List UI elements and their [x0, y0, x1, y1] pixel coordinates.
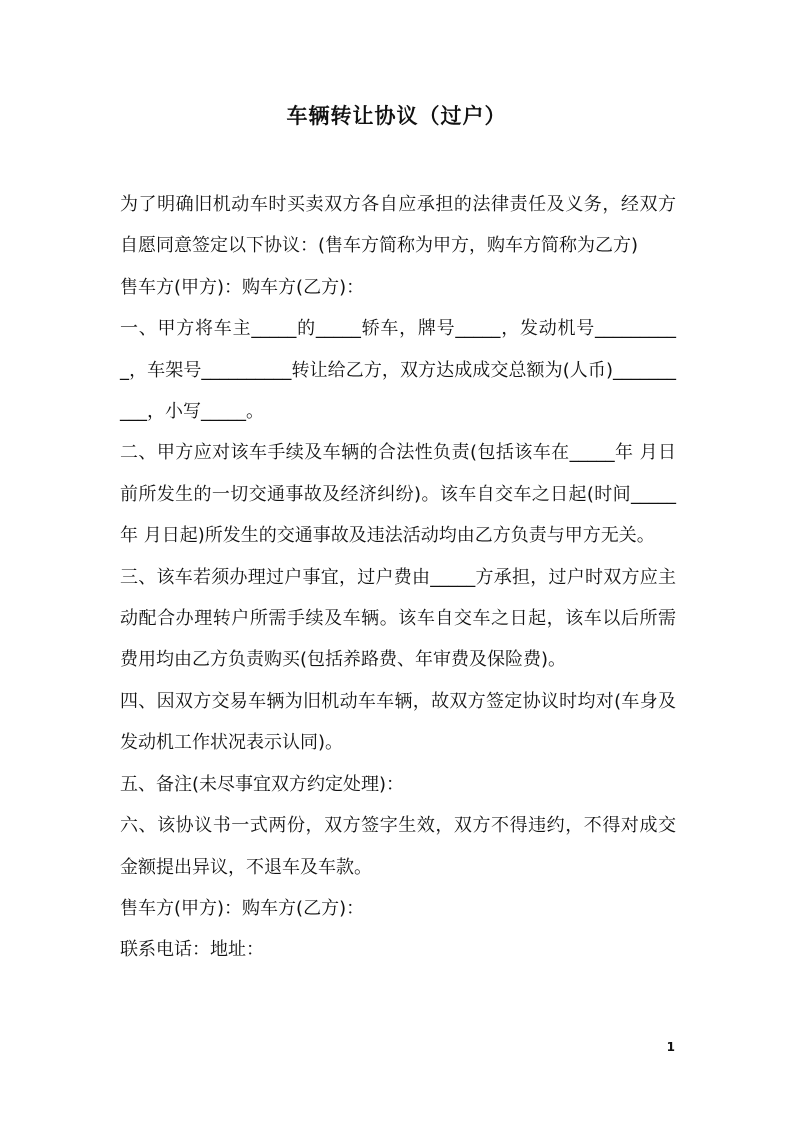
contact-line: 联系电话：地址：: [120, 939, 264, 961]
document-title: 车辆转让协议（过户）: [286, 104, 507, 128]
clause-5: 五、备注(未尽事宜双方约定处理)：: [120, 773, 405, 795]
parties-line: 售车方(甲方)：购车方(乙方)：: [120, 276, 365, 298]
signature-parties-line: 售车方(甲方)：购车方(乙方)：: [120, 897, 365, 919]
clause-2: 二、甲方应对该车手续及车辆的合法性负责(包括该车在_____年 月日前所发生的一切交通事故及经济纠纷)。该车自交车之日起(时间_____年 月日起)所发生的交通事故及违法活动均由乙方负责与甲方无关。: [120, 442, 676, 547]
clause-1: 一、甲方将车主_____的_____轿车，牌号_____，发动机号__________，车架号__________转让给乙方，双方达成成交总额为(人币)__________，小写_____。: [120, 318, 676, 423]
clause-6: 六、该协议书一式两份，双方签字生效，双方不得违约，不得对成交金额提出异议，不退车及车款。: [120, 815, 676, 878]
document-body: [120, 184, 676, 971]
page-number: 1: [666, 1040, 675, 1054]
intro-paragraph: 为了明确旧机动车时买卖双方各自应承担的法律责任及义务，经双方自愿同意签定以下协议：(售车方简称为甲方，购车方简称为乙方): [120, 194, 676, 257]
clause-4: 四、因双方交易车辆为旧机动车车辆，故双方签定协议时均对(车身及发动机工作状况表示认同)。: [120, 690, 676, 754]
clause-3: 三、该车若须办理过户事宜，过户费由_____方承担，过户时双方应主动配合办理转户所需手续及车辆。该车自交车之日起，该车以后所需费用均由乙方负责购买(包括养路费、年审费及保险费)。: [120, 566, 676, 671]
